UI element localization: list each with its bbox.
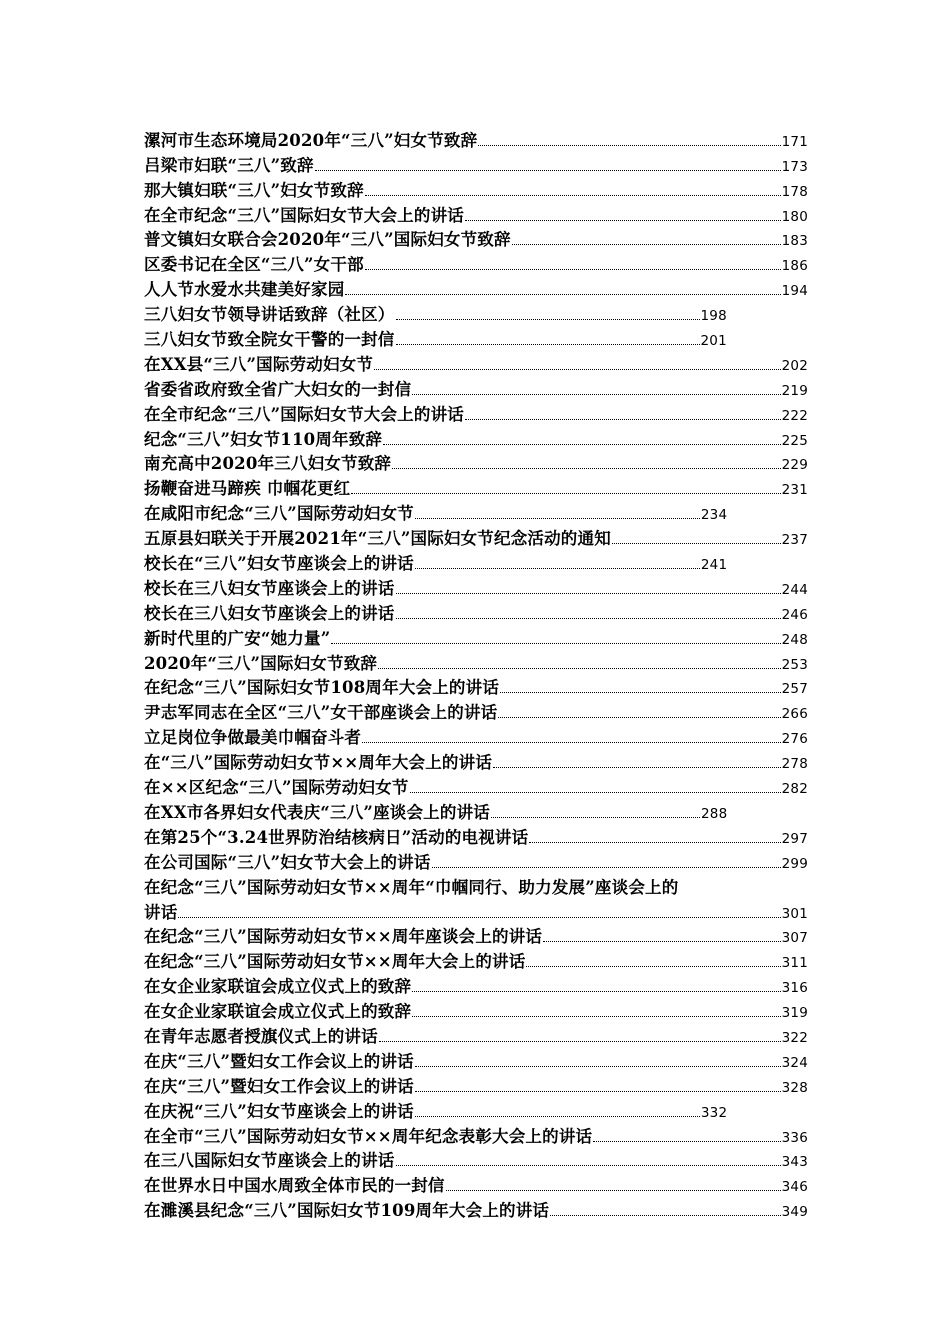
- toc-entry-title: 在××区纪念“三八”国际劳动妇女节: [144, 778, 409, 798]
- dot-leader: [379, 1041, 781, 1042]
- toc-entry: [144, 873, 808, 923]
- toc-entry: [144, 748, 808, 773]
- toc-entry: [144, 300, 808, 325]
- toc-entry-page-number: 332: [700, 1104, 728, 1121]
- toc-entry-page-number: 171: [781, 133, 808, 150]
- toc-entry-page-number: 307: [781, 930, 808, 947]
- toc-entry-page-number: 288: [701, 805, 728, 822]
- toc-entry: [144, 474, 808, 499]
- toc-entry-page-number: 322: [781, 1029, 808, 1046]
- toc-entry-page-number: 178: [781, 183, 808, 200]
- dot-leader: [415, 1066, 781, 1067]
- toc-entry-page-number: 202: [781, 357, 808, 374]
- toc-entry-page-number: 219: [781, 382, 808, 399]
- table-of-contents: [144, 126, 808, 1221]
- toc-entry-title: 人人节水爱水共建美好家园: [144, 280, 345, 300]
- toc-entry-title: 在纪念“三八”国际妇女节108周年大会上的讲话: [144, 678, 500, 698]
- toc-entry: [144, 151, 808, 176]
- dot-leader: [374, 369, 781, 370]
- toc-entry-title: 校长在三八妇女节座谈会上的讲话: [144, 578, 395, 598]
- dot-leader: [365, 195, 781, 196]
- toc-entry-title: 在三八国际妇女节座谈会上的讲话: [144, 1151, 395, 1171]
- toc-entry-page-number: 183: [781, 233, 808, 250]
- dot-leader: [543, 941, 780, 942]
- toc-entry: [144, 1022, 808, 1047]
- toc-entry-title: 普文镇妇女联合会2020年“三八”国际妇女节致辞: [144, 230, 511, 250]
- toc-entry-title: 南充高中2020年三八妇女节致辞: [144, 454, 392, 474]
- dot-leader: [491, 817, 700, 818]
- toc-entry-title: 立足岗位争做最美巾帼奋斗者: [144, 728, 362, 748]
- dot-leader: [365, 269, 781, 270]
- toc-entry-page-number: 186: [781, 258, 808, 275]
- toc-entry-title: 在全市“三八”国际劳动妇女节××周年纪念表彰大会上的讲话: [144, 1126, 593, 1146]
- toc-entry-title: 省委省政府致全省广大妇女的一封信: [144, 379, 412, 399]
- toc-entry-page-number: 319: [781, 1005, 808, 1022]
- toc-entry-page-number: 234: [700, 507, 728, 524]
- toc-entry: [144, 226, 808, 251]
- toc-entry-page-number: 257: [781, 681, 808, 698]
- toc-entry-title: 在濉溪县纪念“三八”国际妇女节109周年大会上的讲话: [144, 1201, 550, 1221]
- toc-entry-page-number: 349: [781, 1204, 808, 1221]
- toc-entry-page-number: 231: [781, 482, 808, 499]
- toc-entry-page-number: 237: [781, 532, 808, 549]
- toc-entry: [144, 1097, 808, 1122]
- toc-entry-title: 在庆“三八”暨妇女工作会议上的讲话: [144, 1076, 414, 1096]
- toc-entry-page-number: 336: [781, 1129, 808, 1146]
- toc-entry: [144, 674, 808, 699]
- toc-entry-title: 扬鞭奋进马蹄疾 巾帼花更红: [144, 479, 351, 499]
- toc-entry: [144, 1122, 808, 1147]
- toc-entry: [144, 798, 808, 823]
- toc-entry-title: 在第25个“3.24世界防治结核病日”活动的电视讲话: [144, 827, 529, 847]
- toc-entry-title: 在庆“三八”暨妇女工作会议上的讲话: [144, 1051, 414, 1071]
- dot-leader: [412, 991, 780, 992]
- toc-entry-title: 漯河市生态环境局2020年“三八”妇女节致辞: [144, 130, 478, 150]
- toc-entry-title: 三八妇女节领导讲话致辞（社区）: [144, 305, 395, 325]
- dot-leader: [498, 717, 780, 718]
- toc-entry-page-number: 343: [781, 1154, 808, 1171]
- toc-entry: [144, 823, 808, 848]
- toc-entry: [144, 250, 808, 275]
- toc-entry-page-number: 301: [781, 905, 808, 922]
- toc-entry-page-number: 328: [781, 1079, 808, 1096]
- toc-entry: [144, 923, 808, 948]
- toc-entry: [144, 723, 808, 748]
- toc-entry-page-number: 278: [781, 756, 808, 773]
- toc-entry-title: 那大镇妇联“三八”妇女节致辞: [144, 180, 364, 200]
- toc-entry: [144, 176, 808, 201]
- toc-entry: [144, 375, 808, 400]
- toc-entry-title: 2020年“三八”国际妇女节致辞: [144, 653, 378, 673]
- toc-entry: [144, 698, 808, 723]
- dot-leader: [378, 668, 781, 669]
- toc-entry-page-number: 241: [700, 557, 728, 574]
- toc-entry: [144, 1196, 808, 1221]
- dot-leader: [478, 145, 780, 146]
- dot-leader: [512, 244, 781, 245]
- toc-entry-page-number: 311: [781, 955, 808, 972]
- dot-leader: [550, 1215, 781, 1216]
- toc-entry-title: 在纪念“三八”国际劳动妇女节××周年座谈会上的讲话: [144, 927, 543, 947]
- toc-entry-page-number: 248: [781, 631, 808, 648]
- dot-leader: [432, 867, 781, 868]
- dot-leader: [410, 792, 781, 793]
- toc-entry-page-number: 194: [781, 283, 808, 300]
- toc-entry: [144, 624, 808, 649]
- toc-entry-page-number: 244: [781, 581, 808, 598]
- toc-entry: [144, 1147, 808, 1172]
- toc-entry-page-number: 222: [781, 407, 808, 424]
- toc-entry: [144, 201, 808, 226]
- toc-entry-title: 在世界水日中国水周致全体市民的一封信: [144, 1176, 445, 1196]
- dot-leader: [345, 294, 780, 295]
- toc-entry-page-number: 276: [781, 731, 808, 748]
- dot-leader: [396, 319, 700, 320]
- toc-entry-title: 区委书记在全区“三八”女干部: [144, 255, 364, 275]
- toc-entry-page-number: 299: [781, 855, 808, 872]
- toc-entry: [144, 1047, 808, 1072]
- toc-entry: [144, 773, 808, 798]
- toc-entry-title: 纪念“三八”妇女节110周年致辞: [144, 429, 383, 449]
- dot-leader: [412, 1016, 780, 1017]
- dot-leader: [465, 419, 781, 420]
- dot-leader: [315, 170, 781, 171]
- toc-entry-title: 五原县妇联关于开展2021年“三八”国际妇女节纪念活动的通知: [144, 529, 611, 549]
- toc-entry: [144, 126, 808, 151]
- dot-leader: [178, 917, 780, 918]
- toc-entry-page-number: 282: [781, 781, 808, 798]
- toc-entry-page-number: 180: [781, 208, 808, 225]
- dot-leader: [415, 568, 700, 569]
- toc-entry-title: 在庆祝“三八”妇女节座谈会上的讲话: [144, 1101, 414, 1121]
- toc-entry: [144, 848, 808, 873]
- dot-leader: [612, 543, 781, 544]
- toc-entry: [144, 549, 808, 574]
- toc-entry: [144, 450, 808, 475]
- toc-entry-title: 在纪念“三八”国际劳动妇女节××周年“巾帼同行、助力发展”座谈会上的: [144, 877, 679, 897]
- toc-entry-title: 吕梁市妇联“三八”致辞: [144, 155, 314, 175]
- toc-entry: [144, 574, 808, 599]
- dot-leader: [331, 643, 780, 644]
- toc-entry: [144, 499, 808, 524]
- toc-entry: [144, 947, 808, 972]
- dot-leader: [415, 1091, 781, 1092]
- toc-entry: [144, 1072, 808, 1097]
- toc-entry-title: 在纪念“三八”国际劳动妇女节××周年大会上的讲话: [144, 952, 526, 972]
- toc-entry-title: 在XX县“三八”国际劳动妇女节: [144, 354, 374, 374]
- toc-entry-page-number: 225: [781, 432, 808, 449]
- toc-entry-page-number: 198: [700, 308, 727, 325]
- toc-entry-page-number: 346: [781, 1179, 808, 1196]
- toc-entry: [144, 275, 808, 300]
- toc-entry-title: 在女企业家联谊会成立仪式上的致辞: [144, 977, 412, 997]
- toc-entry-page-number: 266: [781, 706, 808, 723]
- dot-leader: [529, 842, 780, 843]
- toc-entry-title: 三八妇女节致全院女干警的一封信: [144, 330, 395, 350]
- toc-entry-title-continued: 讲话: [144, 902, 178, 922]
- toc-entry-title: 在女企业家联谊会成立仪式上的致辞: [144, 1002, 412, 1022]
- toc-entry: [144, 599, 808, 624]
- dot-leader: [415, 518, 700, 519]
- toc-entry: [144, 1171, 808, 1196]
- toc-entry: [144, 325, 808, 350]
- dot-leader: [351, 493, 780, 494]
- toc-entry-title: 在“三八”国际劳动妇女节××周年大会上的讲话: [144, 753, 493, 773]
- toc-entry-title: 在XX市各界妇女代表庆“三八”座谈会上的讲话: [144, 802, 490, 822]
- toc-entry-title: 在全市纪念“三八”国际妇女节大会上的讲话: [144, 205, 464, 225]
- dot-leader: [446, 1190, 781, 1191]
- dot-leader: [526, 966, 780, 967]
- toc-entry: [144, 997, 808, 1022]
- toc-entry-title: 尹志军同志在全区“三八”女干部座谈会上的讲话: [144, 703, 498, 723]
- toc-entry: [144, 972, 808, 997]
- toc-entry: [144, 400, 808, 425]
- dot-leader: [392, 468, 781, 469]
- toc-entry-title: 在青年志愿者授旗仪式上的讲话: [144, 1026, 378, 1046]
- toc-entry-page-number: 173: [781, 158, 808, 175]
- dot-leader: [415, 1116, 700, 1117]
- dot-leader: [383, 444, 781, 445]
- toc-entry-page-number: 201: [700, 333, 727, 350]
- toc-entry: [144, 425, 808, 450]
- toc-entry: [144, 524, 808, 549]
- toc-entry-title: 校长在三八妇女节座谈会上的讲话: [144, 603, 395, 623]
- dot-leader: [396, 593, 781, 594]
- dot-leader: [493, 767, 781, 768]
- toc-entry-page-number: 246: [781, 606, 808, 623]
- toc-entry-title: 在全市纪念“三八”国际妇女节大会上的讲话: [144, 404, 464, 424]
- dot-leader: [396, 344, 700, 345]
- toc-entry-title: 新时代里的广安“她力量”: [144, 628, 331, 648]
- toc-entry-title: 在咸阳市纪念“三八”国际劳动妇女节: [144, 504, 414, 524]
- toc-entry-title: 在公司国际“三八”妇女节大会上的讲话: [144, 852, 431, 872]
- dot-leader: [412, 394, 780, 395]
- dot-leader: [396, 1165, 781, 1166]
- toc-entry-page-number: 229: [781, 457, 808, 474]
- toc-entry-page-number: 324: [781, 1054, 808, 1071]
- dot-leader: [500, 692, 781, 693]
- toc-entry-title: 校长在“三八”妇女节座谈会上的讲话: [144, 554, 414, 574]
- toc-entry-page-number: 316: [781, 980, 808, 997]
- toc-entry-page-number: 253: [781, 656, 808, 673]
- toc-entry: [144, 649, 808, 674]
- toc-entry-page-number: 297: [781, 830, 808, 847]
- dot-leader: [362, 742, 781, 743]
- toc-entry: [144, 350, 808, 375]
- dot-leader: [465, 220, 781, 221]
- dot-leader: [396, 618, 781, 619]
- dot-leader: [593, 1141, 780, 1142]
